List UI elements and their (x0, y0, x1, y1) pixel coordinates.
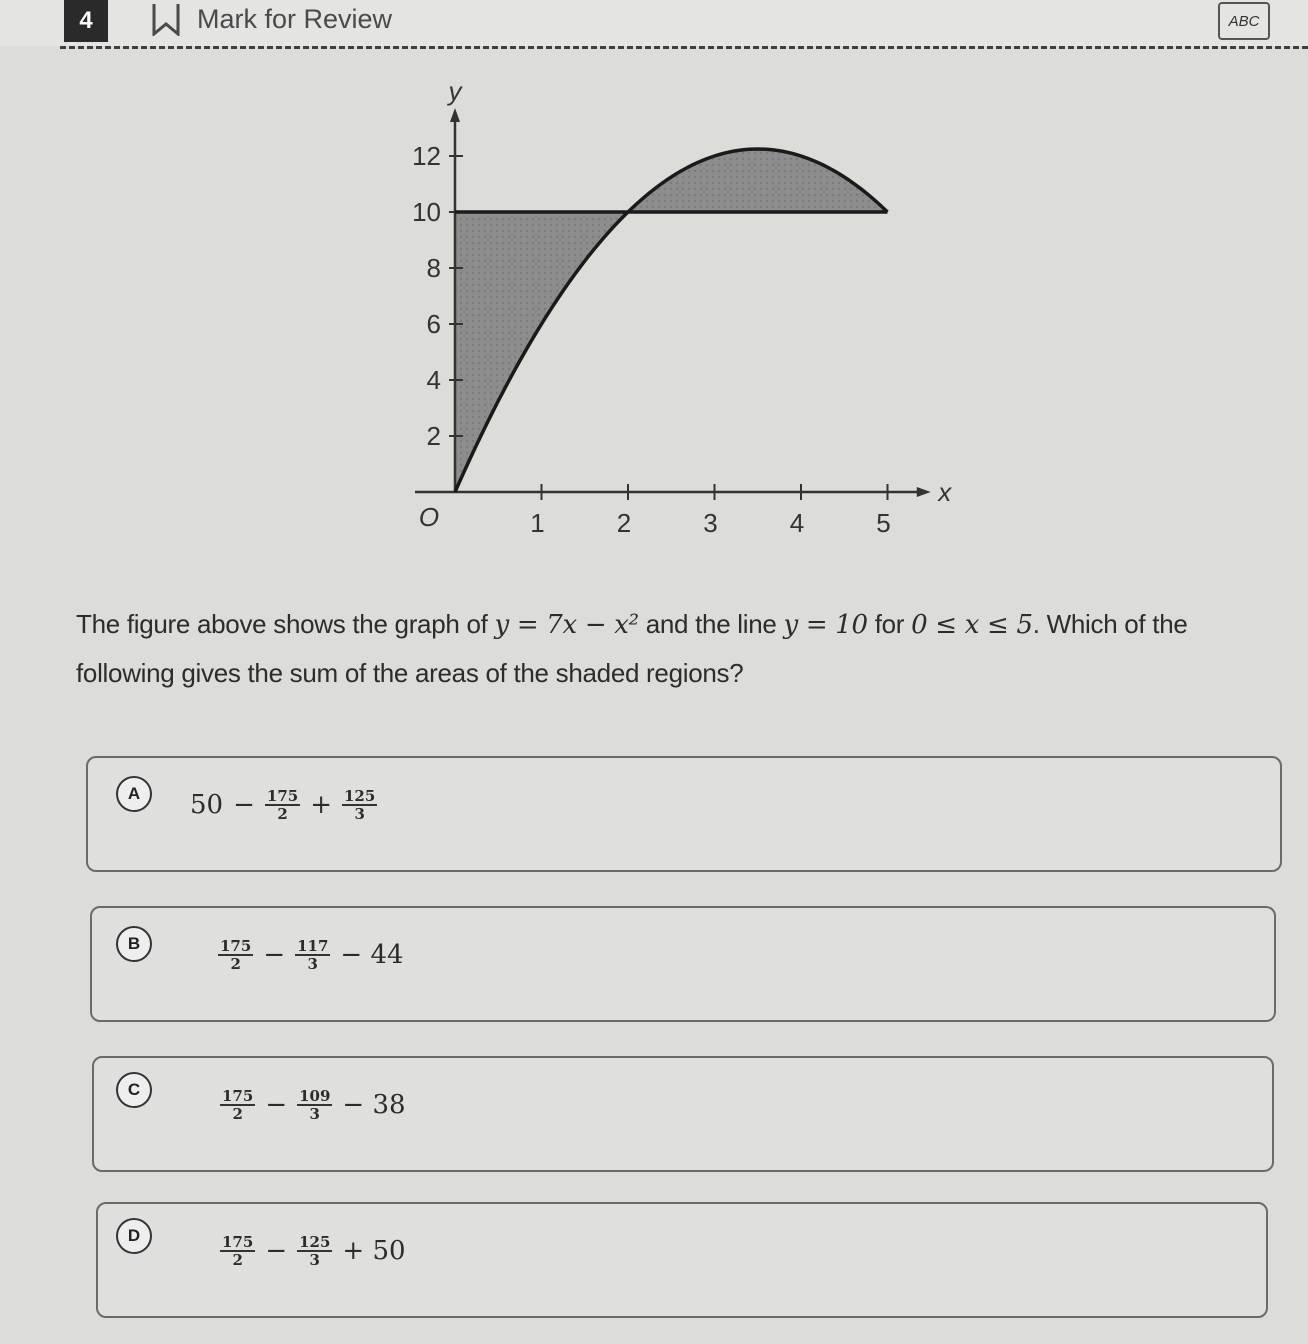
choice-b-fraction-2: $\frac{117}{3}$ (297, 937, 329, 973)
choice-b-tail: − 44 (340, 940, 404, 970)
answer-choice-c[interactable] (92, 1056, 1274, 1172)
y-tick-label: 8 (426, 253, 441, 283)
choice-a-operator-1: − (233, 790, 255, 820)
question-text-3: for (867, 609, 912, 639)
choice-d-fraction-2: $\frac{125}{3}$ (299, 1233, 331, 1269)
equation-domain: 0 ≤ x ≤ 5 (911, 610, 1033, 640)
choice-c-operator-2: − (265, 1090, 288, 1120)
x-tick-label: 2 (616, 508, 632, 538)
choice-letter-a: A (116, 776, 152, 812)
choice-a-operator-2: + (310, 790, 332, 820)
choice-letter-c: C (116, 1072, 152, 1108)
equation-line: y = 10 (783, 610, 868, 640)
answer-choice-a[interactable] (86, 756, 1282, 872)
choice-c-fraction-2: $\frac{109}{3}$ (299, 1087, 331, 1123)
answer-choice-b[interactable] (90, 906, 1276, 1022)
y-axis-arrow (450, 108, 460, 122)
x-axis-arrow (917, 487, 931, 497)
x-tick-label: 1 (530, 508, 545, 538)
choice-d-operator-2: − (265, 1236, 288, 1266)
question-text (76, 600, 1276, 697)
choice-letter-d: D (116, 1218, 152, 1254)
y-tick-label: 6 (426, 309, 441, 339)
choice-a-expression (190, 788, 387, 822)
origin-label: O (418, 502, 440, 532)
question-text-1: The figure above shows the graph of (76, 609, 495, 639)
choice-a-term: 50 (190, 790, 224, 820)
choice-d-tail: + 50 (342, 1236, 406, 1266)
equation-curve: y = 7x − x² (494, 610, 639, 640)
choice-a-fraction-2: $\frac{125}{3}$ (344, 787, 376, 823)
choice-c-expression (200, 1088, 406, 1122)
choice-letter-b: B (116, 926, 152, 962)
question-number: 4 (64, 0, 108, 42)
bookmark-icon[interactable] (148, 2, 184, 36)
choice-a-fraction-1: $\frac{175}{2}$ (266, 787, 299, 823)
choice-b-fraction-1: $\frac{175}{2}$ (220, 937, 252, 973)
y-axis-label: y (448, 76, 462, 106)
x-tick-label: 5 (876, 508, 891, 538)
choice-c-tail: − 38 (342, 1090, 406, 1120)
choice-c-fraction-1: $\frac{175}{2}$ (222, 1087, 254, 1123)
x-axis-label: x (938, 477, 952, 507)
answer-choice-d[interactable] (96, 1202, 1268, 1318)
y-tick-label: 12 (412, 141, 441, 171)
x-tick-label: 4 (789, 508, 805, 538)
choice-b-operator-2: − (263, 940, 286, 970)
abc-strikethrough-toggle[interactable]: ABC (1218, 2, 1270, 40)
y-tick-label: 2 (426, 421, 441, 451)
choice-d-expression (200, 1234, 406, 1268)
question-text-2: and the line (638, 609, 784, 639)
choice-d-fraction-1: $\frac{175}{2}$ (222, 1233, 254, 1269)
choice-b-expression (198, 938, 404, 972)
top-bar (0, 0, 1308, 46)
x-tick-label: 3 (703, 508, 718, 538)
y-tick-label: 4 (426, 365, 441, 395)
y-tick-label: 10 (412, 197, 441, 227)
question-text-4: . Which of the following gives the sum of the areas of the shaded regions? (76, 609, 1188, 688)
divider (60, 46, 1308, 49)
question-graph (380, 72, 980, 552)
mark-for-review-button[interactable]: Mark for Review (197, 4, 393, 34)
shaded-region-1 (455, 212, 628, 492)
